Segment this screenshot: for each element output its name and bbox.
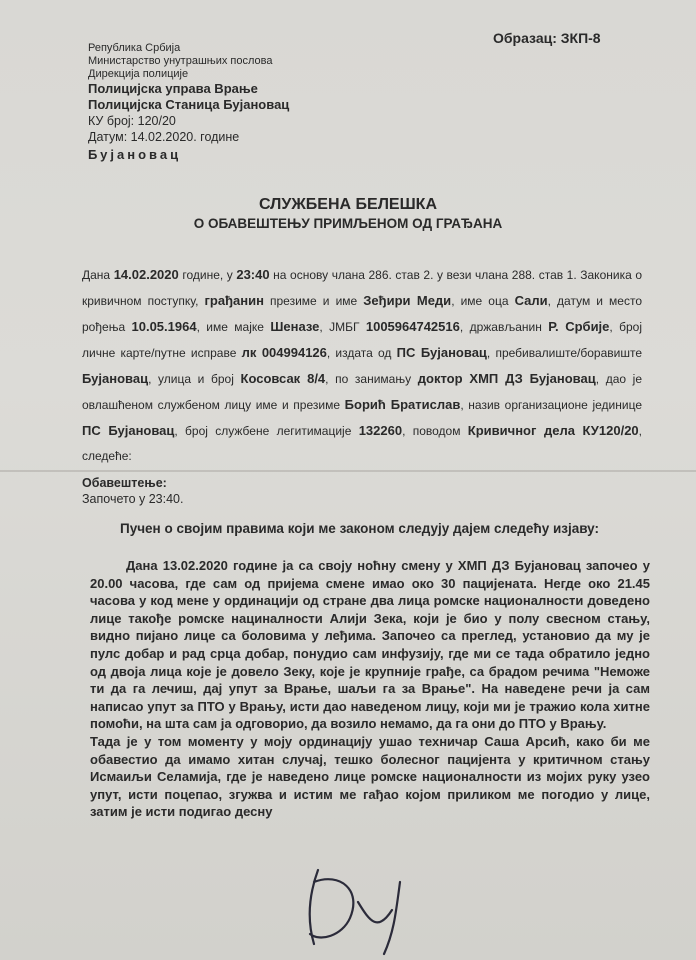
intro-field-value: Борић Братислав xyxy=(344,397,461,412)
intro-field-value: Зеђири Меди xyxy=(363,293,452,308)
intro-field-value: доктор ХМП ДЗ Бујановац xyxy=(417,371,596,386)
header-republic: Република Србија xyxy=(88,42,181,54)
intro-field-value: ПС Бујановац xyxy=(82,423,175,438)
title-line-1: СЛУЖБЕНА БЕЛЕШКА xyxy=(259,196,437,213)
statement-paragraph-2: Тада је у том моменту у моју ординацију ушао техничар Саша Арсић, како би ме обавестио да имамо хитан случај, тешко болесног пацијента у критичном стању Исмаиљи Селамија, где је наведено лице ромске националности из мојих руку узео упут, исти поцепао, згужва и истим ме гађао којом приликом ме погодио у лице, затим је исти подигао десну xyxy=(90,733,650,820)
header-station: Полицијска Станица Бујановац xyxy=(88,97,290,112)
header-date: Датум: 14.02.2020. године xyxy=(88,130,240,144)
intro-field-value: Кривичног дела КУ120/20 xyxy=(467,423,639,438)
intro-text: , издата од xyxy=(326,346,397,360)
intro-field-value: Шеназе xyxy=(270,319,320,334)
intro-field-value: Бујановац xyxy=(82,371,149,386)
intro-text: , број службене легитимације xyxy=(174,424,359,438)
intro-text: , држављанин xyxy=(459,320,549,334)
paper-fold xyxy=(0,470,696,472)
intro-field-value: 132260 xyxy=(358,423,403,438)
intro-text: , по занимању xyxy=(325,372,418,386)
intro-text: , број личне карте/путне исправе xyxy=(82,320,643,360)
intro-field-value: лк 004994126 xyxy=(241,345,327,360)
header-directorate: Дирекција полиције xyxy=(88,68,189,80)
header-case-number: КУ број: 120/20 xyxy=(88,114,176,128)
intro-text: на основу члана 286. став 2. у вези члана 288. став 1. Законика о кривичном поступку, xyxy=(82,268,643,308)
intro-text: , улица и број xyxy=(148,372,241,386)
handwritten-signature xyxy=(300,862,430,957)
intro-field-value: 10.05.1964 xyxy=(131,319,197,334)
intro-field-value: 23:40 xyxy=(236,267,270,282)
notice-label: Обавештење: xyxy=(82,476,167,490)
intro-text: , поводом xyxy=(402,424,468,438)
intro-field-value: Р. Србије xyxy=(548,319,610,334)
intro-field-value: 14.02.2020 xyxy=(113,267,179,282)
header-admin: Полицијска управа Врање xyxy=(88,81,258,96)
title-line-2: О ОБАВЕШТЕЊУ ПРИМЉЕНОМ ОД ГРАЂАНА xyxy=(193,216,503,231)
notice-started: Започето у 23:40. xyxy=(82,492,184,506)
intro-text: , датум и место рођења xyxy=(82,294,643,334)
intro-paragraph xyxy=(82,262,642,469)
header-city: Бујановац xyxy=(88,147,182,162)
notice-block xyxy=(82,475,183,507)
intro-text: , ЈМБГ xyxy=(319,320,366,334)
intro-text: , следеће: xyxy=(82,424,643,463)
intro-text: , име мајке xyxy=(196,320,271,334)
intro-field-value: 1005964742516 xyxy=(365,319,460,334)
intro-field-value: грађанин xyxy=(204,293,264,308)
intro-text: , дао је овлашћеном службеном лицу име и презиме xyxy=(82,372,643,412)
intro-text: , име оца xyxy=(451,294,515,308)
intro-field-value: ПС Бујановац xyxy=(396,345,487,360)
form-code: Образац: ЗКП-8 xyxy=(493,30,601,46)
letterhead xyxy=(88,42,289,163)
intro-text: године, у xyxy=(178,268,237,282)
intro-text: Дана xyxy=(82,268,114,282)
document-title xyxy=(0,196,696,231)
intro-text: , назив организационе јединице xyxy=(460,398,643,412)
statement-intro: Пучен о својим правима који ме законом следују дајем следећу изјаву: xyxy=(120,521,600,536)
intro-field-value: Сали xyxy=(514,293,548,308)
statement-body xyxy=(90,557,650,821)
statement-paragraph-1: Дана 13.02.2020 године ја са своју ноћну смену у ХМП ДЗ Бујановац започео у 20.00 часова, где сам од пријема смене имао око 30 пацијената. Негде око 21.45 часова у код мене у ординацији од стране два лица ромске националности доведено лице такође ромске нациналности Алији Зека, који је био у полу свесном стању, видно пијано лице са боловима у леђима. Започео са преглед, установио да му је пулс добар и рад срца добар, понудио сам инфузију, где ми се тада обратило једно од двоја лица које је довело Зеку, које је крупније грађе, са брадом речима "Неможе ти да га лечиш, дај упут за Врање, шаљи га за Врање". На наведене речи ја сам написао упут за ПТО у Врању, исти дао наведеном лицу, који ми је тражио кола хитне помоћи, на шта сам ја одговорио, да возило немамо, да га они до ПТО у Врању. xyxy=(90,558,650,732)
intro-text: , пребивалиште/боравиште xyxy=(486,346,642,360)
header-ministry: Министарство унутрашњих послова xyxy=(88,55,273,67)
intro-text: презиме и име xyxy=(263,294,364,308)
intro-field-value: Косовсак 8/4 xyxy=(240,371,326,386)
